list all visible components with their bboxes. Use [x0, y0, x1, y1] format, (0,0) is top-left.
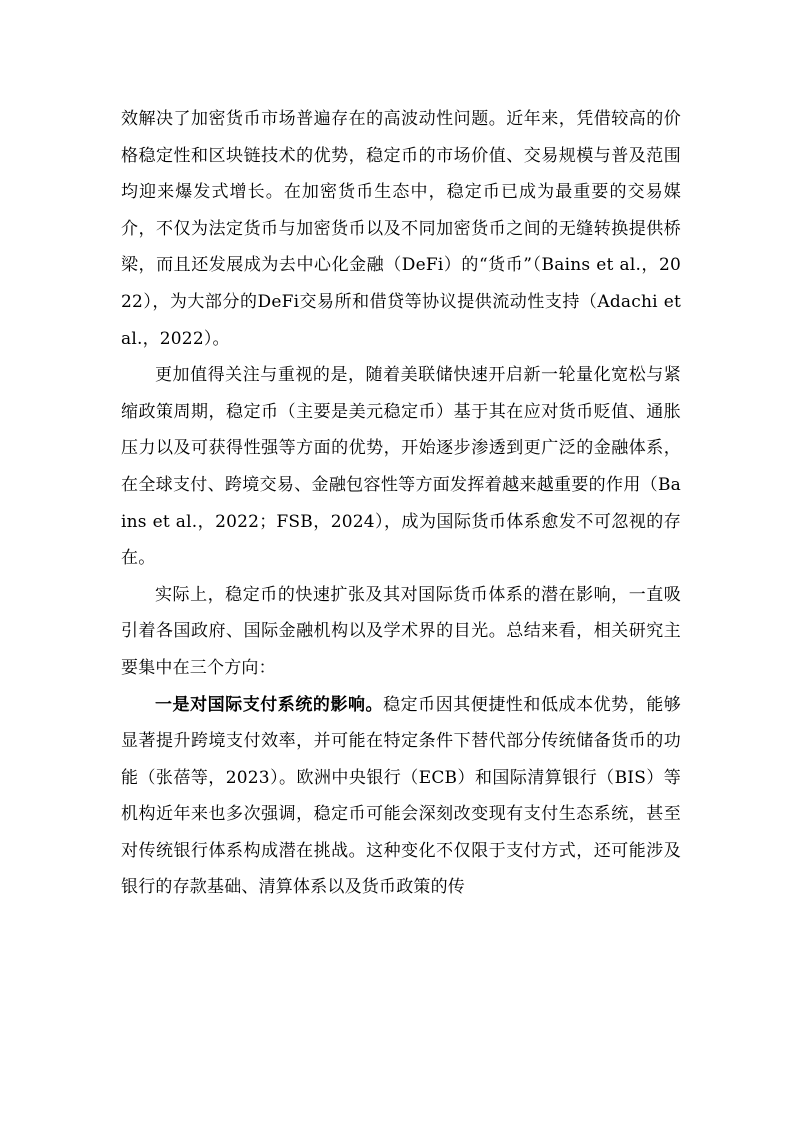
paragraph-3 [121, 577, 681, 687]
paragraph-2-text: 更加值得关注与重视的是，随着美联储快速开启新一轮量化宽松与紧缩政策周期，稳定币（主要是美元稳定币）基于其在应对货币贬值、通胀压力以及可获得性强等方面的优势，开始逐步渗透到更广泛的金融体系，在全球支付、跨境交易、金融包容性等方面发挥着越来越重要的作用（Bains et al.，2022；FSB，2024），成为国际货币体系愈发不可忽视的存在。 [121, 365, 681, 569]
paragraph-4 [121, 687, 681, 907]
paragraph-1 [121, 101, 681, 357]
paragraph-2 [121, 357, 681, 577]
body-text [121, 101, 681, 906]
paragraph-3-text: 实际上，稳定币的快速扩张及其对国际货币体系的潜在影响，一直吸引着各国政府、国际金融机构以及学术界的目光。总结来看，相关研究主要集中在三个方向： [121, 584, 681, 678]
paragraph-4-text: 稳定币因其便捷性和低成本优势，能够显著提升跨境支付效率，并可能在特定条件下替代部分传统储备货币的功能（张蓓等，2023）。欧洲中央银行（ECB）和国际清算银行（BIS）等机构近年来也多次强调，稳定币可能会深刻改变现有支付生态系统，甚至对传统银行体系构成潜在挑战。这种变化不仅限于支付方式，还可能涉及银行的存款基础、清算体系以及货币政策的传 [121, 694, 681, 898]
paragraph-4-lead: 一是对国际支付系统的影响。 [155, 694, 384, 715]
paragraph-1-text: 效解决了加密货币市场普遍存在的高波动性问题。近年来，凭借较高的价格稳定性和区块链技术的优势，稳定币的市场价值、交易规模与普及范围均迎来爆发式增长。在加密货币生态中，稳定币已成为最重要的交易媒介，不仅为法定货币与加密货币以及不同加密货币之间的无缝转换提供桥梁，而且还发展成为去中心化金融（DeFi）的“货币”（Bains et al.，2022），为大部分的DeFi交易所和借贷等协议提供流动性支持（Adachi et al.，2022）。 [121, 109, 681, 349]
